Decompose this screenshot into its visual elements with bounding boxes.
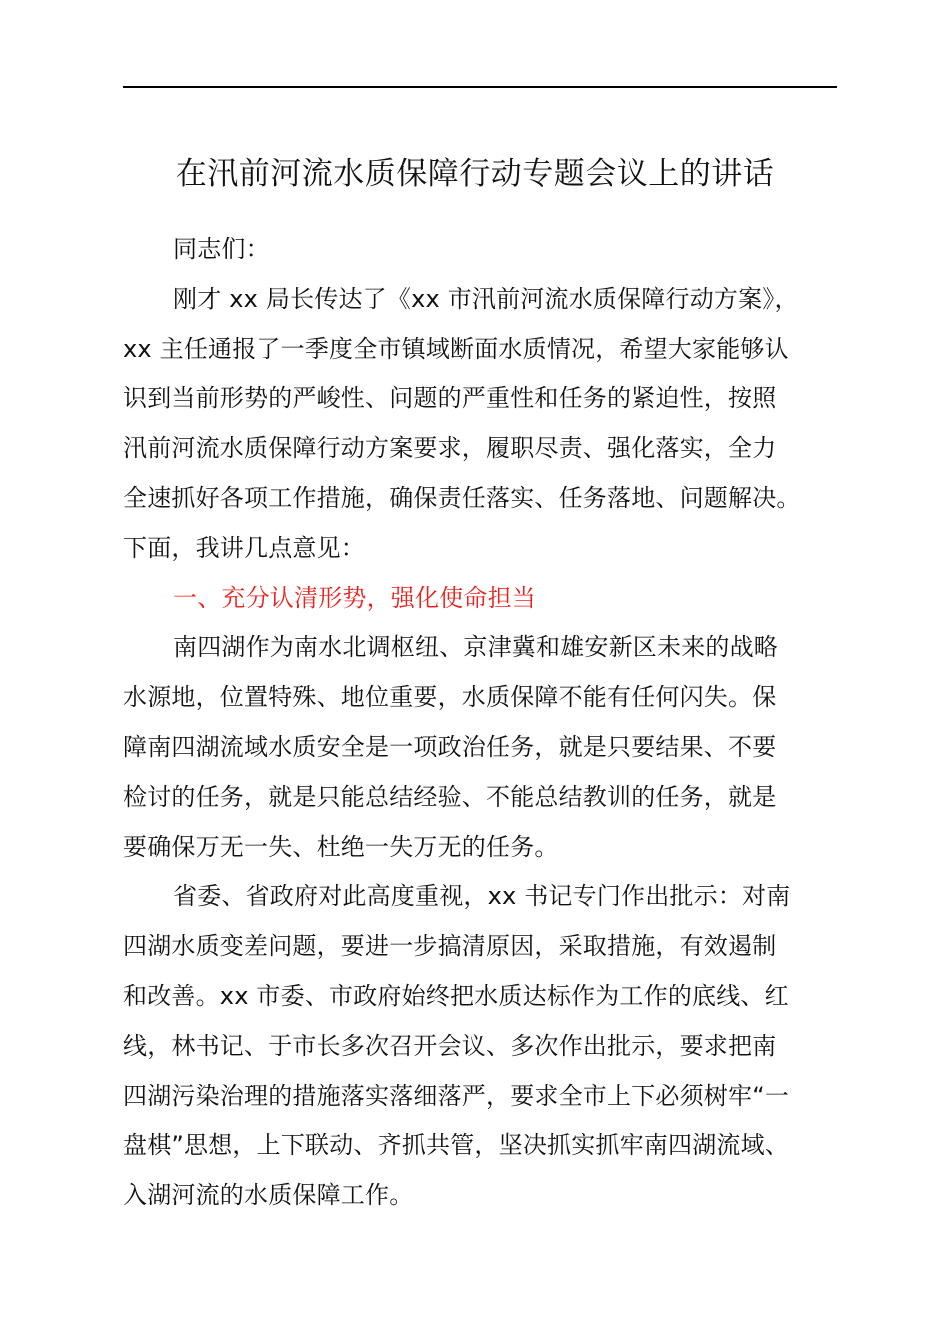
paragraph-2-line: 水源地，位置特殊、地位重要，水质保障不能有任何闪失。保: [123, 683, 777, 712]
salutation: 同志们：: [173, 235, 270, 263]
paragraph-3-line: 四湖污染治理的措施落实落细落严，要求全市上下必须树牢“一: [123, 1081, 790, 1110]
paragraph-1-line: 刚才 xx 局长传达了《xx 市汛前河流水质保障行动方案》，: [173, 284, 799, 313]
paragraph-3-line: 盘棋”思想，上下联动、齐抓共管，坚决抓实抓牢南四湖流域、: [123, 1131, 790, 1160]
paragraph-1-line: xx 主任通报了一季度全市镇域断面水质情况，希望大家能够认: [123, 334, 789, 363]
paragraph-3-line: 线，林书记、于市长多次召开会议、多次作出批示，要求把南: [123, 1031, 777, 1060]
paragraph-1-line: 下面，我讲几点意见：: [123, 533, 365, 562]
paragraph-3-line: 省委、省政府对此高度重视，xx 书记专门作出批示：对南: [173, 882, 791, 911]
paragraph-2-line: 要确保万无一失、杜绝一失万无的任务。: [123, 832, 559, 861]
paragraph-2-line: 检讨的任务，就是只能总结经验、不能总结教训的任务，就是: [123, 782, 777, 811]
paragraph-1-line: 全速抓好各项工作措施，确保责任落实、任务落地、问题解决。: [123, 483, 801, 512]
paragraph-3-line: 四湖水质变差问题，要进一步搞清原因，采取措施，有效遏制: [123, 932, 777, 961]
paragraph-2-line: 障南四湖流域水质安全是一项政治任务，就是只要结果、不要: [123, 732, 777, 761]
section-heading-1: 一、充分认清形势，强化使命担当: [173, 583, 536, 612]
document-body: [123, 225, 839, 1221]
paragraph-1-line: 汛前河流水质保障行动方案要求，履职尽责、强化落实，全力: [123, 434, 777, 463]
header-rule: [123, 86, 837, 88]
paragraph-1-line: 识到当前形势的严峻性、问题的严重性和任务的紧迫性，按照: [123, 384, 777, 413]
paragraph-3-line: 入湖河流的水质保障工作。: [123, 1181, 414, 1210]
paragraph-3-line: 和改善。xx 市委、市政府始终把水质达标作为工作的底线、红: [123, 981, 789, 1010]
document-title: 在汛前河流水质保障行动专题会议上的讲话: [175, 156, 775, 192]
paragraph-2-line: 南四湖作为南水北调枢纽、京津冀和雄安新区未来的战略: [173, 633, 778, 662]
